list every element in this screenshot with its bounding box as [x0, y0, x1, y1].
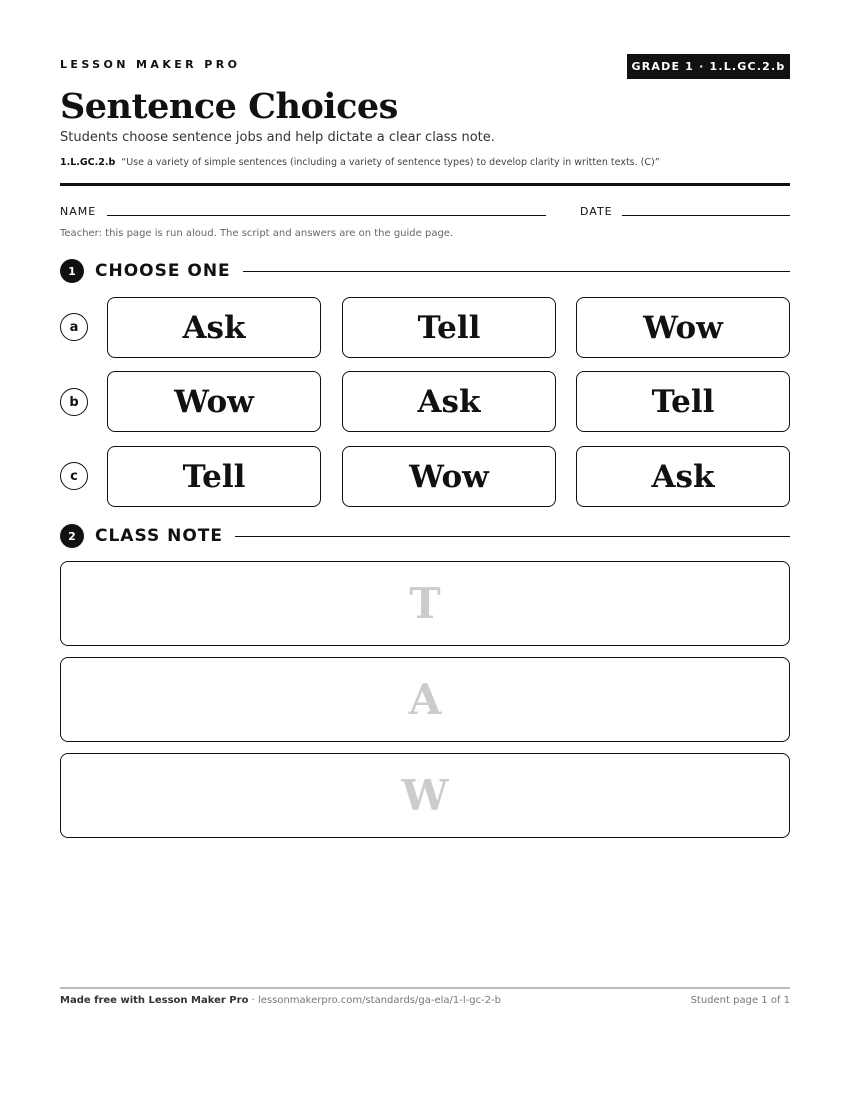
- section-title: CHOOSE ONE: [95, 261, 231, 281]
- choice-box[interactable]: Wow: [107, 371, 321, 432]
- section-choose-one-header: [60, 259, 790, 283]
- footer-url[interactable]: lessonmakerpro.com/standards/ga-ela/1-l-gc-2-b: [257, 995, 502, 1006]
- section-divider: [235, 536, 790, 537]
- section-number: 2: [60, 524, 84, 548]
- brand-name: LESSON MAKER PRO: [60, 58, 241, 71]
- choice-box[interactable]: Wow: [342, 446, 556, 507]
- page-subtitle: Students choose sentence jobs and help dictate a clear class note.: [60, 130, 495, 145]
- class-note-box-t[interactable]: T: [60, 561, 790, 646]
- choice-box[interactable]: Tell: [342, 297, 556, 358]
- standard-code: 1.L.GC.2.b: [60, 157, 116, 168]
- choice-box[interactable]: Tell: [576, 371, 790, 432]
- choice-box[interactable]: Tell: [107, 446, 321, 507]
- section-title: CLASS NOTE: [95, 526, 223, 546]
- grade-badge: GRADE 1 · 1.L.GC.2.b: [627, 54, 790, 79]
- section-class-note-header: [60, 524, 790, 548]
- name-label: NAME: [60, 205, 97, 218]
- teacher-note: Teacher: this page is run aloud. The script and answers are on the guide page.: [60, 228, 454, 239]
- header-divider: [60, 183, 790, 186]
- name-field[interactable]: [107, 215, 546, 216]
- date-label: DATE: [580, 205, 613, 218]
- footer-divider: [60, 987, 790, 989]
- standard-text: “Use a variety of simple sentences (including a variety of sentence types) to develop clarity in written texts. (C)”: [121, 157, 660, 168]
- class-note-box-a[interactable]: A: [60, 657, 790, 742]
- date-field[interactable]: [622, 215, 790, 216]
- row-letter-b: b: [60, 388, 88, 416]
- choice-box[interactable]: Ask: [107, 297, 321, 358]
- page-title: Sentence Choices: [60, 86, 398, 127]
- choice-box[interactable]: Ask: [342, 371, 556, 432]
- section-number: 1: [60, 259, 84, 283]
- footer-made-with: Made free with Lesson Maker Pro: [60, 995, 249, 1006]
- class-note-box-w[interactable]: W: [60, 753, 790, 838]
- footer-page-number: Student page 1 of 1: [690, 995, 790, 1006]
- row-letter-a: a: [60, 313, 88, 341]
- row-letter-c: c: [60, 462, 88, 490]
- standard-line: [60, 157, 660, 168]
- footer-credit: [60, 995, 501, 1006]
- choice-box[interactable]: Ask: [576, 446, 790, 507]
- section-divider: [243, 271, 790, 272]
- footer-separator: ·: [248, 995, 258, 1006]
- choice-box[interactable]: Wow: [576, 297, 790, 358]
